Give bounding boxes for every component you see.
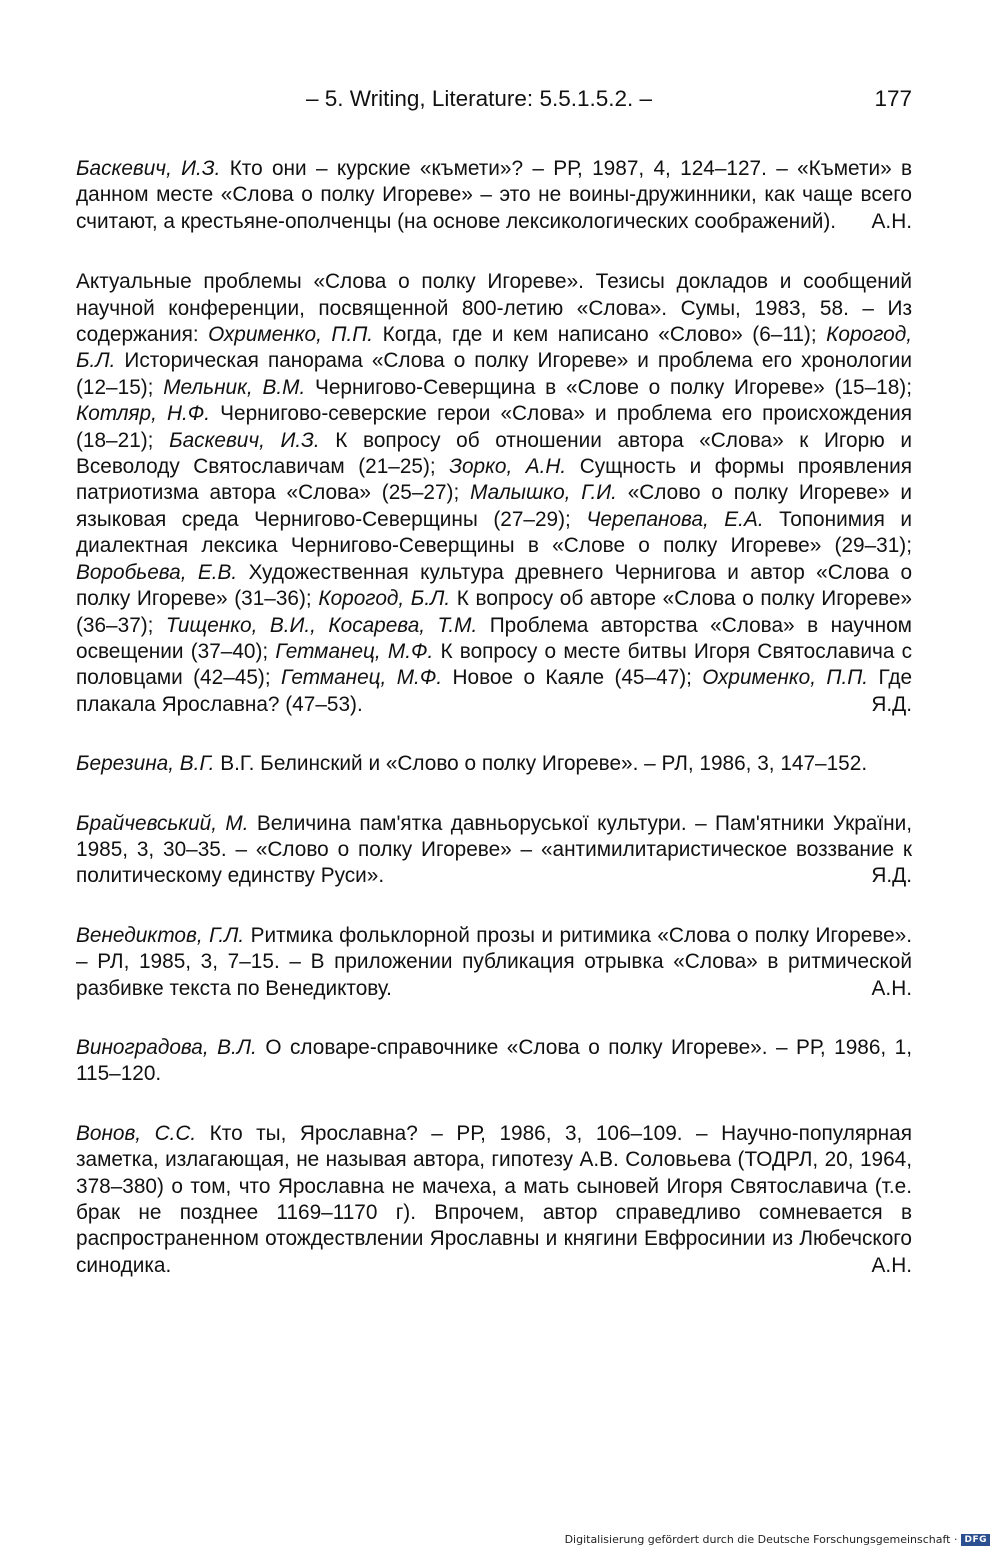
bibliography-entry	[76, 811, 912, 890]
entry-text: Величина пам'ятка давньоруської культури. – Пам'ятники України, 1985, 3, 30–35. – «Слово о полку Игореве» – «антимилитаристическое воззвание к политическому единству Руси».	[76, 811, 912, 888]
bibliography-entry	[76, 923, 912, 1002]
entry-text: Художественная культура древнего Чернигова и автор «Слова о полку Игореве» (31–36);	[76, 560, 913, 611]
entry-author: Мельник, В.М.	[163, 375, 306, 399]
entry-author: Охрименко, П.П.	[208, 323, 374, 347]
entry-author: Корогод, Б.Л.	[318, 587, 451, 611]
entry-author: Баскевич, И.З.	[76, 157, 221, 180]
reviewer-initials: А.Н.	[871, 976, 912, 1000]
entry-text: Проблема авторства «Слова» в научном освещении (37–40);	[76, 613, 912, 663]
reviewer-initials: А.Н.	[871, 209, 912, 233]
entry-text: Где плакала Ярославна? (47–53).	[76, 666, 913, 716]
entry-text: Кто они – курские «къмети»? – РР, 1987, 4, 124–127. – «Къмети» в данном месте «Слова о полку Игореве» – это не воины-дружинники, как чаще всего считают, а крестьяне-ополченцы (на основе лексикологических соображений).	[76, 157, 913, 233]
entry-text: Историческая панорама «Слова о полку Игореве» и проблема его хронологии (12–15);	[76, 349, 912, 399]
footer-text: Digitalisierung gefördert durch die Deutsche Forschungsgemeinschaft ·	[564, 1533, 958, 1546]
entry-text: К вопросу об отношении автора «Слова» к Игорю и Всеволоду Святославичам (21–25);	[76, 428, 912, 479]
entry-text: О словаре-справочнике «Слова о полку Игореве». – РР, 1986, 1, 115–120.	[76, 1035, 913, 1086]
entry-text: К вопросу об авторе «Слова о полку Игореве» (36–37);	[76, 587, 912, 637]
entry-author: Баскевич, И.З.	[169, 428, 320, 452]
reviewer-initials: Я.Д.	[871, 864, 912, 888]
entry-author: Котляр, Н.Ф.	[76, 402, 211, 426]
entry-text: К вопросу о месте битвы Игоря Святославича с половцами (42–45);	[76, 639, 913, 690]
running-title: – 5. Writing, Literature: 5.5.1.5.2. –	[306, 86, 653, 111]
entry-author: Охрименко, П.П.	[702, 666, 869, 690]
entry-author: Виноградова, В.Л.	[76, 1035, 257, 1059]
entry-text: Топонимия и диалектная лексика Чернигово-Северщины в «Слове о полку Игореве» (29–31);	[76, 507, 912, 558]
reviewer-initials: Я.Д.	[871, 692, 912, 716]
entry-text: Актуальные проблемы «Слова о полку Игореве». Тезисы докладов и сообщений научной конференции, посвященной 800-летию «Слова». Сумы, 1983, 58. – Из содержания:	[76, 270, 912, 347]
entry-author: Малышко, Г.И.	[470, 481, 617, 505]
entry-text: Чернигово-северские герои «Слова» и проблема его происхождения (18–21);	[76, 402, 912, 452]
entry-author: Гетманец, М.Ф.	[275, 639, 434, 663]
entry-author: Корогод, Б.Л.	[76, 323, 912, 373]
entry-author: Вонов, С.С.	[76, 1121, 197, 1145]
bibliography-entry	[76, 269, 912, 718]
book-page	[76, 86, 912, 1279]
entry-author: Воробьева, Е.В.	[76, 560, 238, 584]
entry-text: Кто ты, Ярославна? – РР, 1986, 3, 106–109. – Научно-популярная заметка, излагающая, не называя автора, гипотезу А.В. Соловьева (ТОДРЛ, 20, 1964, 378–380) о том, что Ярославна не мачеха, а мать сыновей Игоря Святославича (т.е. брак не позднее 1169–1170 г). Впрочем, автор справедливо сомневается в распространенном отождествлении Ярославны и княгини Евфросинии из Любечского синодика.	[76, 1121, 912, 1277]
entry-author: Черепанова, Е.А.	[586, 507, 764, 531]
entry-text: В.Г. Белинский и «Слово о полку Игореве». – РЛ, 1986, 3, 147–152.	[214, 752, 868, 776]
bibliography-entry	[76, 1035, 912, 1088]
entry-author: Брайчевський, М.	[76, 811, 249, 835]
entry-author: Зорко, А.Н.	[449, 455, 567, 479]
bibliography-entry	[76, 1121, 912, 1279]
entry-text: Новое о Каяле (45–47);	[442, 666, 703, 690]
entry-author: Венедиктов, Г.Л.	[76, 923, 245, 947]
entry-text: «Слово о полку Игореве» и языковая среда Чернигово-Северщины (27–29);	[76, 481, 912, 531]
dfg-logo: DFG	[961, 1534, 990, 1546]
entry-text: Когда, где и кем написано «Слово» (6–11);	[373, 323, 827, 347]
entry-text: Сущность и формы проявления патриотизма автора «Слова» (25–27);	[76, 455, 912, 505]
entry-text: Ритмика фольклорной прозы и ритимика «Слова о полку Игореве». – РЛ, 1985, 3, 7–15. – В приложении публикация отрывка «Слова» в ритмической разбивке текста по Венедиктову.	[76, 923, 912, 1000]
entry-text: Чернигово-Северщина в «Слове о полку Игореве» (15–18);	[305, 375, 912, 399]
page-header	[76, 86, 912, 126]
entry-author: Гетманец, М.Ф.	[281, 666, 443, 690]
page-number: 177	[874, 86, 912, 111]
entry-author: Березина, В.Г.	[76, 752, 215, 776]
bibliography-entry	[76, 156, 912, 235]
entry-author: Тищенко, В.И., Косарева, Т.М.	[165, 613, 478, 637]
digitization-footer	[565, 1533, 990, 1546]
reviewer-initials: А.Н.	[871, 1253, 912, 1277]
bibliography-entry	[76, 751, 912, 777]
